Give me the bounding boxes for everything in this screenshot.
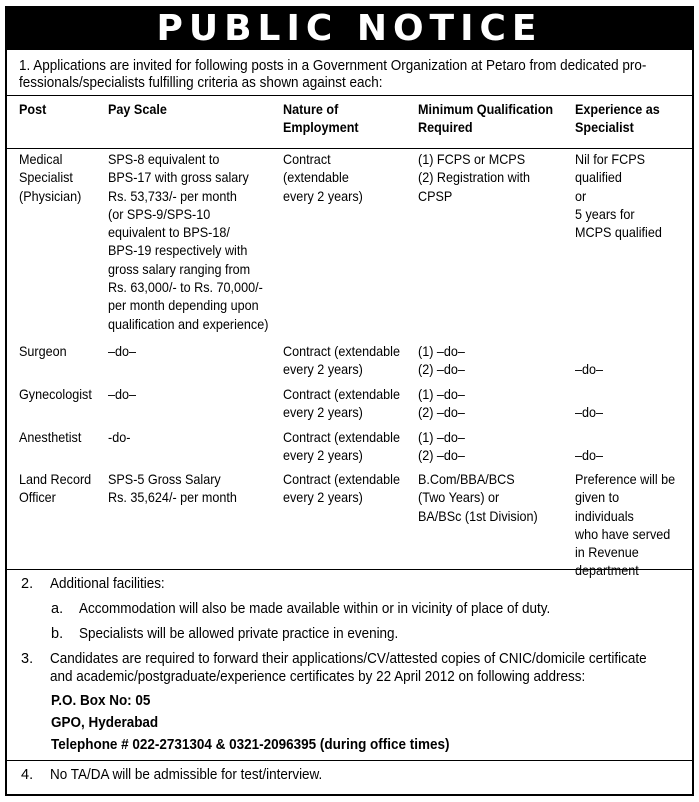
table-row-nature: Contract (extendable every 2 years) <box>283 471 400 506</box>
header-experience: Experience as Specialist <box>575 101 660 136</box>
table-row-nature: Contract (extendable every 2 years) <box>283 343 400 378</box>
header-nature: Nature of Employment <box>283 101 359 136</box>
address-po-box: P.O. Box No: 05 <box>51 693 151 709</box>
address-telephone: Telephone # 022-2731304 & 0321-2096395 (during office times) <box>51 737 450 753</box>
table-row-experience: –do– <box>575 404 604 421</box>
table-row-post: Land Record Officer <box>19 471 92 506</box>
table-row-nature: Contract (extendable every 2 years) <box>283 151 363 204</box>
item-2-number: 2. <box>21 576 34 592</box>
table-row-qualification: (1) FCPS or MCPS (2) Registration with CPSP <box>418 151 531 204</box>
item-4-number: 4. <box>21 767 34 783</box>
table-row-qualification: B.Com/BBA/BCS (Two Years) or BA/BSc (1st Division) <box>418 471 538 524</box>
table-row-post: Surgeon <box>19 343 67 359</box>
table-row-experience: Preference will be given to individuals who have served in Revenue department <box>575 471 676 579</box>
table-row-post: Gynecologist <box>19 386 92 402</box>
item-4-text: No TA/DA will be admissible for test/interview. <box>50 767 323 783</box>
header-qualification: Minimum Qualification Required <box>418 101 554 136</box>
header-pay-scale: Pay Scale <box>108 101 167 117</box>
table-header-rule <box>7 148 692 149</box>
table-row-pay: -do- <box>108 429 131 445</box>
notice-banner: PUBLIC NOTICE <box>7 8 692 50</box>
item-2-text: Additional facilities: <box>50 576 165 592</box>
table-row-pay: –do– <box>108 386 137 402</box>
item-2a-text: Accommodation will also be made available within or in vicinity of place of duty. <box>79 601 551 617</box>
item-3-line-1: Candidates are required to forward their applications/CV/attested copies of CNIC/domicile certificate <box>50 651 647 667</box>
table-row-qualification: (1) –do– (2) –do– <box>418 386 465 421</box>
table-row-pay: SPS-5 Gross Salary Rs. 35,624/- per month <box>108 471 237 506</box>
item-2b-letter: b. <box>51 626 64 642</box>
address-gpo: GPO, Hyderabad <box>51 715 159 731</box>
table-row-qualification: (1) –do– (2) –do– <box>418 429 465 464</box>
table-row-experience: –do– <box>575 447 604 464</box>
public-notice <box>5 6 694 796</box>
item-3-line-2: and academic/postgraduate/experience certificates by 22 April 2012 on following address: <box>50 669 586 685</box>
table-row-experience: Nil for FCPS qualified or 5 years for MCPS qualified <box>575 151 662 241</box>
table-top-rule <box>7 95 692 96</box>
table-row-qualification: (1) –do– (2) –do– <box>418 343 465 378</box>
item-2a-letter: a. <box>51 601 64 617</box>
table-row-pay: –do– <box>108 343 137 359</box>
table-row-nature: Contract (extendable every 2 years) <box>283 429 400 464</box>
table-row-experience: –do– <box>575 361 604 378</box>
item-3-number: 3. <box>21 651 34 667</box>
table-row-post: Anesthetist <box>19 429 82 445</box>
table-row-nature: Contract (extendable every 2 years) <box>283 386 400 421</box>
header-post: Post <box>19 101 47 117</box>
intro-paragraph: 1. Applications are invited for following posts in a Government Organization at Petaro from dedicated pro- fessionals/specialists fulfilling criteria as shown against each: <box>19 58 647 91</box>
table-row-post: Medical Specialist (Physician) <box>19 151 82 204</box>
footer-rule <box>7 760 692 761</box>
item-2b-text: Specialists will be allowed private practice in evening. <box>79 626 399 642</box>
table-row-pay: SPS-8 equivalent to BPS-17 with gross salary Rs. 53,733/- per month (or SPS-9/SPS-10 equivalent to BPS-18/ BPS-19 respectively with gross salary ranging from Rs. 63,000/- to Rs. 70,000/- per month depending upon qualification and experience) <box>108 151 269 332</box>
table-bottom-rule <box>7 569 692 570</box>
